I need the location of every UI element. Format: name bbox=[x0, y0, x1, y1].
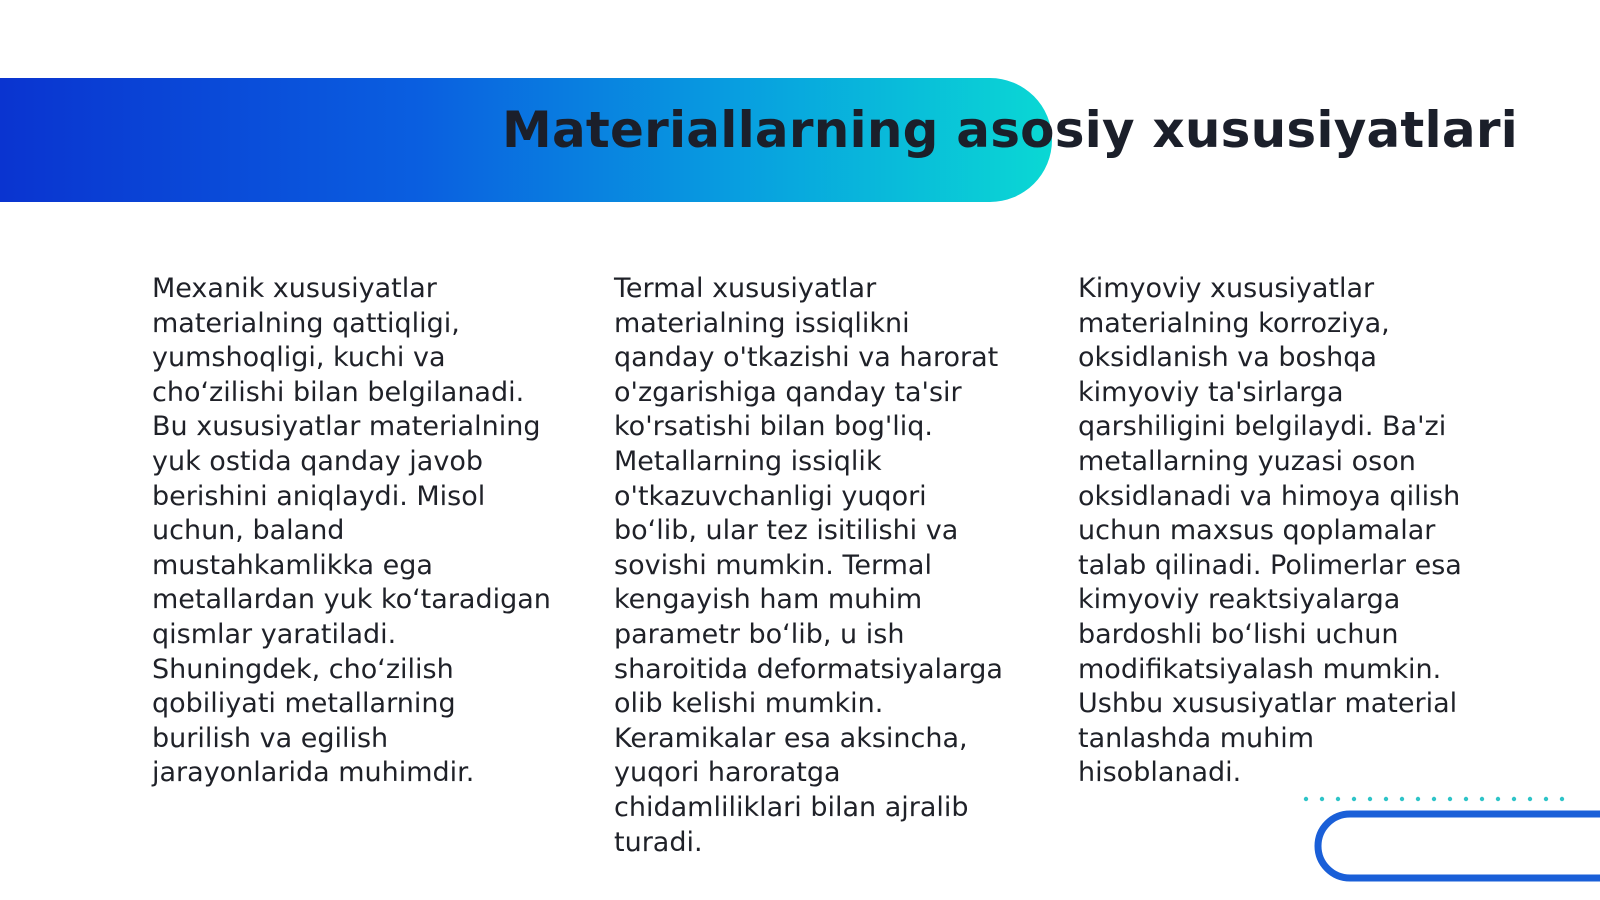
column-chemical-properties: Kimyoviy xususiyatlar materialning korroziya, oksidlanish va boshqa kimyoviy ta'sirlarga qarshiligini belgilaydi. Ba'zi metallarning yuzasi oson oksidlanadi va himoya qilish uchun maxsus qoplamalar talab qilinadi. Polimerlar esa kimyoviy reaktsiyalarga bardoshli bo‘lishi uchun modifikatsiyalash mumkin. Ushbu xususiyatlar material tanlashda muhim hisoblanadi. bbox=[1078, 273, 1462, 789]
slide-title: Materiallarning asosiy xususiyatlari bbox=[502, 101, 1519, 159]
column-mechanical-properties: Mexanik xususiyatlar materialning qattiqligi, yumshoqligi, kuchi va cho‘zilishi bilan belgilanadi. Bu xususiyatlar materialning yuk ostida qanday javob berishini aniqlaydi. Misol uchun, baland mustahkamlikka ega metallardan yuk ko‘taradigan qismlar yaratiladi. Shuningdek, cho‘zilish qobiliyati metallarning burilish va egilish jarayonlarida muhimdir. bbox=[152, 273, 551, 789]
decoration-rounded-outline bbox=[1318, 814, 1600, 878]
decoration-dot-row bbox=[1304, 797, 1564, 801]
column-thermal-properties: Termal xususiyatlar materialning issiqlikni qanday o'tkazishi va harorat o'zgarishiga qanday ta'sir ko'rsatishi bilan bog'liq. Metallarning issiqlik o'tkazuvchanligi yuqori bo‘lib, ular tez isitilishi va sovishi mumkin. Termal kengayish ham muhim parametr bo‘lib, u ish sharoitida deformatsiyalarga olib kelishi mumkin. Keramikalar esa aksincha, yuqori haroratga chidamliliklari bilan ajralib turadi. bbox=[614, 273, 1003, 858]
